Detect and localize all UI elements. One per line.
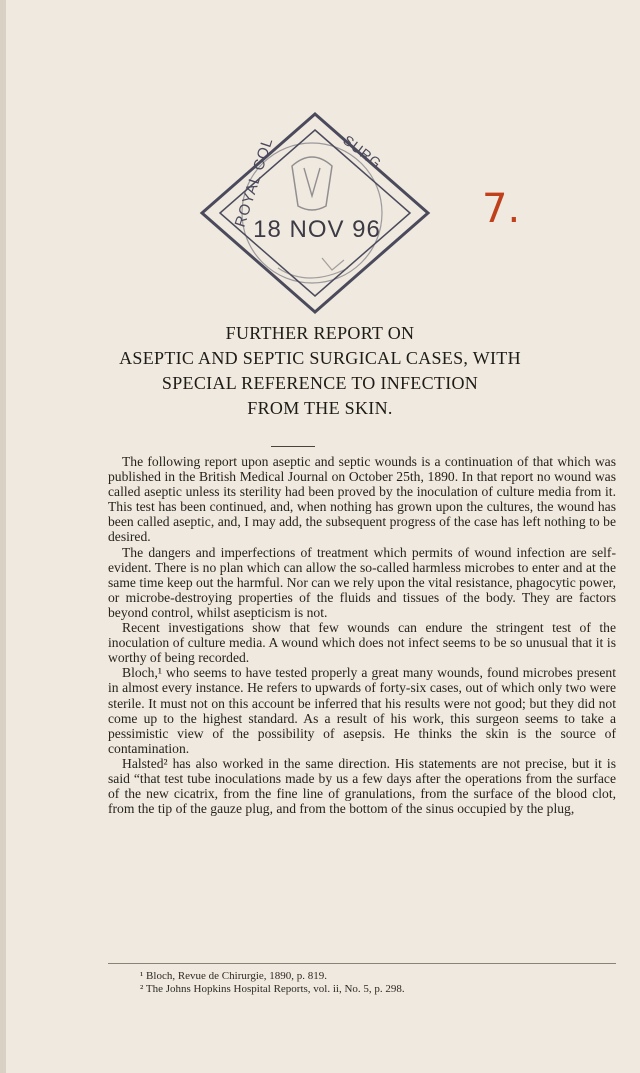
stamp-date: 18 NOV 96 — [253, 216, 381, 243]
svg-text:ROYAL COL: ROYAL COL — [231, 135, 277, 230]
paragraph: Halsted² has also worked in the same direction. His statements are not precise, but it is said “that test tube inoculations made by us a few days after the operations from the surface of the new cicatrix, from the fine line of granulations, from the surface of the blood clot, from the tip of the gauze plug, and from the bottom of the sinus occupied by the plug, — [108, 755, 616, 817]
title-line: ASEPTIC AND SEPTIC SURGICAL CASES, WITH — [119, 348, 521, 368]
document-title — [0, 321, 640, 421]
footnote: ² The Johns Hopkins Hospital Reports, vol. ii, No. 5, p. 298. — [140, 983, 405, 995]
margin-annotation: 7. — [482, 186, 521, 232]
body-text — [108, 454, 616, 816]
title-line: FURTHER REPORT ON — [225, 323, 415, 343]
library-stamp-seal — [192, 108, 438, 318]
footnotes — [140, 970, 620, 996]
paragraph: The dangers and imperfections of treatment which permits of wound infection are self-evident. There is no plan which can allow the so-called harmless microbes to enter and at the same time keep out the harmful. Nor can we rely upon the vital resistance, phagocytic power, or microbe-destroying properties of the fluids and tissues of the body. They are factors beyond control, whilst asepticism is not. — [108, 544, 616, 620]
paragraph: The following report upon aseptic and septic wounds is a continuation of that which was published in the British Medical Journal on October 25th, 1890. In that report no wound was called aseptic unless its sterility had been proved by the inoculation of culture media from it. This test has been continued, and, when nothing has grown upon the cultures, the wound has been called aseptic, and, I may add, the subsequent progress of the case has left nothing to be desired. — [108, 454, 616, 545]
title-line: FROM THE SKIN. — [247, 398, 393, 418]
footnote-divider — [108, 963, 616, 964]
title-divider — [271, 446, 315, 447]
paragraph: Bloch,¹ who seems to have tested properly a great many wounds, found microbes present in almost every instance. He refers to upwards of forty-six cases, out of which only two were sterile. It must not on this account be inferred that his results were not good; but they did not come up to the highest standard. As a result of his work, this surgeon seems to take a pessimistic view of the possibility of asepsis. He thinks the skin is the source of contamination. — [108, 665, 616, 756]
title-line: SPECIAL REFERENCE TO INFECTION — [161, 373, 479, 393]
footnote: ¹ Bloch, Revue de Chirurgie, 1890, p. 819. — [140, 970, 328, 982]
paragraph: Recent investigations show that few wounds can endure the stringent test of the inoculation of culture media. A wound which does not infect seems to be so unusual that it is worthy of being recorded. — [108, 620, 616, 666]
page-edge — [0, 0, 6, 1073]
svg-text:SURG: SURG — [340, 131, 386, 172]
